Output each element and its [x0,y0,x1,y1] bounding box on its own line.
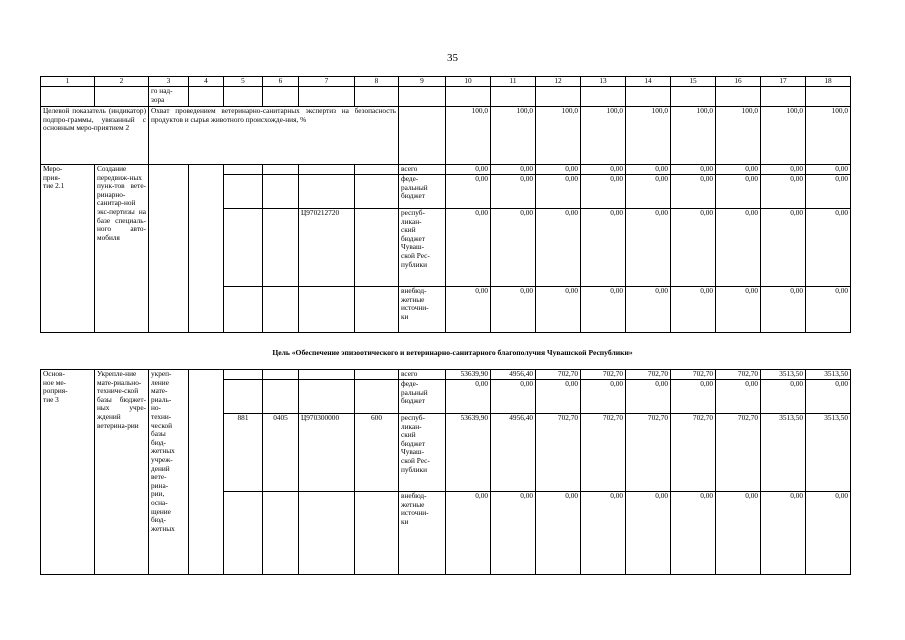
target-article-code [299,165,355,175]
continuation-text: го над- зора [149,87,189,107]
target-article-code: Ц970300000 [299,414,355,492]
funding-value: 702,70 [716,370,761,380]
funding-value: 0,00 [761,380,806,414]
funding-value: 0,00 [581,287,626,333]
funding-value: 702,70 [626,370,671,380]
funding-value: 0,00 [536,209,581,287]
funding-value: 0,00 [446,175,491,209]
funding-value: 702,70 [581,370,626,380]
funding-value: 702,70 [671,370,716,380]
event-name: Укрепле-ние мате-риально-техниче-ской базы бюджет-ных учре-ждений ветерина-рии [95,370,149,575]
col-num: 16 [716,77,761,87]
funding-value: 0,00 [671,175,716,209]
empty-cell [149,165,189,333]
target-value: 100,0 [716,107,761,165]
target-article-code [299,370,355,380]
funding-value: 0,00 [671,380,716,414]
event-code: Основ- ное ме- роприя- тие 3 [41,370,95,575]
funding-value: 0,00 [581,492,626,575]
funding-value: 0,00 [626,287,671,333]
grbs-code [224,380,263,414]
event-2-1-block [41,165,851,333]
funding-value: 3513,50 [806,370,851,380]
funding-value: 4956,40 [491,414,536,492]
column-number-row [41,77,851,87]
expense-type-code [355,370,399,380]
funding-value: 0,00 [716,175,761,209]
funding-value: 0,00 [806,209,851,287]
program-table-bottom [40,369,851,575]
funding-value: 0,00 [806,165,851,175]
page-number: 35 [447,52,458,64]
section-code [263,209,299,287]
target-value: 100,0 [806,107,851,165]
grbs-code [224,287,263,333]
section-code [263,287,299,333]
target-value: 100,0 [536,107,581,165]
section-code [263,370,299,380]
target-value: 100,0 [761,107,806,165]
continuation-row [41,87,851,107]
funding-value: 3513,50 [806,414,851,492]
col-num: 1 [41,77,95,87]
funding-value: 702,70 [671,414,716,492]
funding-value: 3513,50 [761,414,806,492]
funding-value: 0,00 [536,165,581,175]
grbs-code: 881 [224,414,263,492]
expense-type-code [355,175,399,209]
funding-value: 0,00 [716,165,761,175]
target-indicator-desc: укреп- ление мате- риаль- но- техни- ческой базы бюд- жетных учреж- дений вете- рина- рии, осна- щение бюд- жетных [149,370,189,575]
col-num: 3 [149,77,189,87]
funding-value: 0,00 [491,175,536,209]
funding-value: 0,00 [626,209,671,287]
funding-value: 0,00 [491,165,536,175]
expense-type-code [355,492,399,575]
funding-source: респуб- ликан- ский бюджет Чуваш- ской Рес- публики [399,209,446,287]
section-code [263,380,299,414]
col-num: 17 [761,77,806,87]
funding-source: феде- ральный бюджет [399,380,446,414]
funding-value: 0,00 [491,380,536,414]
grbs-code [224,175,263,209]
program-table-top [40,76,851,333]
funding-value: 0,00 [491,287,536,333]
empty-cell [189,370,224,575]
grbs-code [224,165,263,175]
col-num: 12 [536,77,581,87]
funding-value: 3513,50 [761,370,806,380]
funding-value: 0,00 [581,165,626,175]
funding-value: 53639,90 [446,414,491,492]
target-article-code: Ц970212720 [299,209,355,287]
col-num: 15 [671,77,716,87]
col-num: 11 [491,77,536,87]
funding-value: 0,00 [446,492,491,575]
funding-value: 0,00 [536,492,581,575]
funding-value: 0,00 [716,287,761,333]
target-indicator-row [41,107,851,165]
funding-value: 0,00 [761,165,806,175]
target-indicator-text: Охват проведением ветеринарно-санитарных экспертиз на безопасность продуктов и сырья животного происхожде-ния, % [149,107,399,165]
target-article-code [299,380,355,414]
funding-row [41,370,851,380]
funding-value: 702,70 [536,414,581,492]
target-article-code [299,492,355,575]
col-num: 14 [626,77,671,87]
section-code [263,175,299,209]
funding-value: 0,00 [446,380,491,414]
grbs-code [224,370,263,380]
funding-source: внебюд- жетные источни- ки [399,287,446,333]
funding-value: 0,00 [761,287,806,333]
funding-value: 0,00 [446,209,491,287]
funding-value: 53639,90 [446,370,491,380]
target-value: 100,0 [581,107,626,165]
funding-value: 0,00 [536,380,581,414]
funding-source: феде- ральный бюджет [399,175,446,209]
target-indicator-label: Целевой показатель (индикатор) подпро-граммы, увязанный с основным меро-приятием 2 [41,107,149,165]
funding-value: 0,00 [761,175,806,209]
funding-value: 0,00 [626,492,671,575]
expense-type-code: 600 [355,414,399,492]
col-num: 5 [224,77,263,87]
funding-source: внебюд- жетные источни- ки [399,492,446,575]
event-3-block [41,370,851,575]
event-code: Меро- прия- тие 2.1 [41,165,95,333]
funding-value: 702,70 [581,414,626,492]
funding-value: 0,00 [446,165,491,175]
section-code: 0405 [263,414,299,492]
funding-value: 0,00 [671,165,716,175]
expense-type-code [355,380,399,414]
section-code [263,492,299,575]
col-num: 10 [446,77,491,87]
funding-value: 0,00 [806,287,851,333]
funding-value: 0,00 [581,209,626,287]
funding-value: 0,00 [446,287,491,333]
col-num: 7 [299,77,355,87]
col-num: 2 [95,77,149,87]
expense-type-code [355,209,399,287]
funding-value: 0,00 [536,175,581,209]
event-name: Создание передвиж-ных пунк-тов вете-ринарно-санитар-ной экс-пертизы на базе специаль-ного авто-мобиля [95,165,149,333]
expense-type-code [355,165,399,175]
funding-value: 0,00 [491,209,536,287]
funding-value: 0,00 [716,492,761,575]
target-article-code [299,175,355,209]
funding-value: 0,00 [716,209,761,287]
funding-value: 0,00 [761,209,806,287]
funding-value: 0,00 [761,492,806,575]
funding-value: 0,00 [536,287,581,333]
funding-value: 0,00 [806,380,851,414]
target-value: 100,0 [491,107,536,165]
funding-value: 702,70 [536,370,581,380]
section-code [263,165,299,175]
funding-value: 0,00 [581,380,626,414]
funding-value: 702,70 [626,414,671,492]
funding-value: 0,00 [716,380,761,414]
target-value: 100,0 [626,107,671,165]
expense-type-code [355,287,399,333]
target-value: 100,0 [671,107,716,165]
funding-row [41,165,851,175]
funding-source: всего [399,165,446,175]
col-num: 8 [355,77,399,87]
goal-heading: Цель «Обеспечение эпизоотического и ветеринарно-санитарного благополучия Чувашской Республики» [272,348,633,357]
funding-value: 702,70 [716,414,761,492]
empty-cell [189,165,224,333]
funding-value: 0,00 [806,175,851,209]
col-num: 9 [399,77,446,87]
funding-value: 0,00 [671,209,716,287]
col-num: 13 [581,77,626,87]
funding-value: 0,00 [626,165,671,175]
funding-value: 0,00 [671,287,716,333]
target-article-code [299,287,355,333]
funding-value: 4956,40 [491,370,536,380]
funding-value: 0,00 [626,175,671,209]
funding-value: 0,00 [491,492,536,575]
col-num: 4 [189,77,224,87]
grbs-code [224,209,263,287]
grbs-code [224,492,263,575]
funding-source: всего [399,370,446,380]
funding-value: 0,00 [806,492,851,575]
funding-value: 0,00 [626,380,671,414]
funding-value: 0,00 [671,492,716,575]
funding-source: респуб- ликан- ский бюджет Чуваш- ской Рес- публики [399,414,446,492]
col-num: 6 [263,77,299,87]
funding-value: 0,00 [581,175,626,209]
col-num: 18 [806,77,851,87]
target-value: 100,0 [446,107,491,165]
